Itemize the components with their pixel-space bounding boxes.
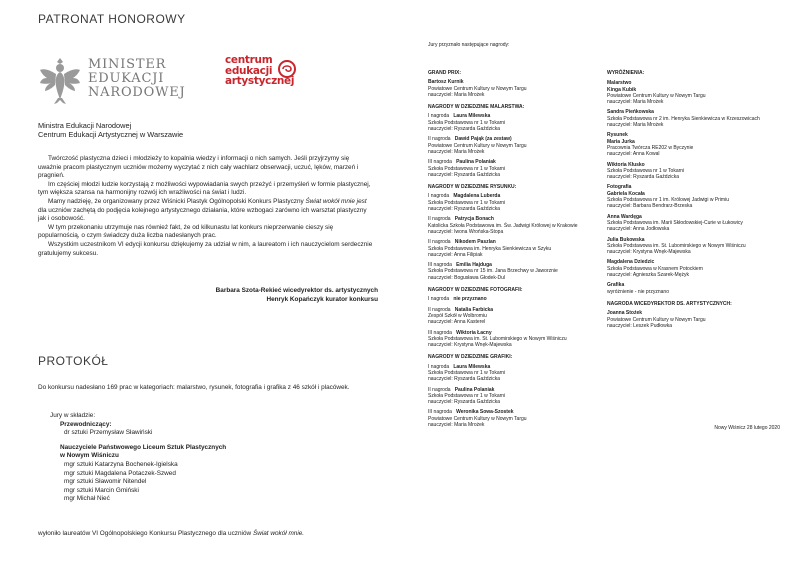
award-entry (428, 216, 603, 235)
cea-swirl-icon (277, 59, 297, 79)
jury-label: Jury w składzie: (50, 412, 96, 419)
eagle-emblem-icon (38, 56, 82, 106)
winner-school: Szkoła Podstawowa nr 2 im. Henryka Sienkiewicza w Krzeszowicach (607, 115, 760, 122)
cea-logo (225, 55, 300, 105)
award-entry (428, 159, 603, 178)
patronat-heading: PATRONAT HONOROWY (38, 12, 186, 26)
winner-teacher: nauczyciel: Ryszarda Gaździcka (428, 376, 500, 383)
winner-name: Nikodem Paszlan (454, 239, 496, 246)
winner-school: Szkoła Podstawowa im. St. Lubomirskiego w Nowym Wiśniczu (428, 335, 567, 342)
award-place: I nagroda (428, 296, 450, 303)
award-entry (428, 296, 603, 302)
honorable-entry (607, 109, 782, 128)
chair-name: dr sztuki Przemysław Sławiński (64, 429, 153, 437)
winner-name: Bartosz Kurnik (428, 79, 464, 86)
award-entry (428, 387, 603, 406)
ministry-line-2: EDUKACJI (88, 71, 165, 86)
jury-member: mgr sztuki Magdalena Potaczek-Szwed (64, 469, 176, 477)
ministry-logo (38, 52, 188, 108)
intro-text (38, 155, 374, 258)
winner-school: Szkoła Podstawowa nr 1 w Tokarni (428, 165, 506, 172)
protokol-text: Do konkursu nadesłano 169 prac w kategoriach: malarstwo, rysunek, fotografia i grafika z 46 szkół i placówek. (38, 384, 350, 391)
closing-line (38, 530, 378, 539)
category-title: NAGRODY W DZIEDZINIE GRAFIKI: (428, 354, 513, 361)
winner-name: Gabriela Kocała (607, 190, 645, 197)
awards-column-right (607, 55, 782, 333)
winner-teacher: nauczyciel: Iwona Wrońska-Stopa (428, 228, 504, 235)
winner-school: Szkoła Podstawowa nr 1 w Tokarni (428, 199, 506, 206)
winner-school: wyróżnienie - nie przyznano (607, 288, 669, 295)
cea-line-3: artystycznej (225, 75, 295, 87)
award-entry (428, 239, 603, 258)
winner-name: Kinga Kubik (607, 86, 637, 93)
award-place: I nagroda (428, 363, 450, 370)
signatures (38, 287, 378, 304)
award-entry (428, 262, 603, 281)
awards-column-left (428, 55, 603, 432)
intro-text-run: Mamy nadzieję, że organizowany przez Wiśnicki Plastyk Ogólnopolski Konkurs Plastyczny (48, 197, 304, 205)
honorable-entry (607, 237, 782, 256)
winner-school: Powiatowe Centrum Kultury w Nowym Targu (607, 92, 706, 99)
award-place: I nagroda (428, 193, 450, 200)
winner-school: Powiatowe Centrum Kultury w Nowym Targu (428, 415, 527, 422)
winner-teacher: nauczyciel: Krystyna Wnęk-Majewska (607, 249, 691, 256)
award-place: III nagroda (428, 329, 452, 336)
winner-teacher: nauczyciel: Ryszarda Gaździcka (607, 174, 679, 181)
winner-teacher: nauczyciel: Anna Filipiak (428, 251, 483, 258)
grand-prix-entry (428, 79, 603, 98)
honorable-entry (607, 214, 782, 233)
winner-teacher: nauczyciel: Maria Mrożek (428, 148, 485, 155)
winner-school: Powiatowe Centrum Kultury w Nowym Targu (607, 316, 706, 323)
date-line: Nowy Wiśnicz 28 lutego 2020 (714, 425, 780, 431)
winner-teacher: nauczyciel: Maria Mrożek (428, 422, 485, 429)
honorable-entry (607, 289, 782, 295)
winner-school: Szkoła Podstawowa w Krasnem Potockiem (607, 265, 703, 272)
ministry-line-1: MINISTER (88, 57, 167, 72)
award-place: II nagroda (428, 239, 451, 246)
honorable-category: Rysunek (607, 132, 628, 139)
winner-school: Szkoła Podstawowa im. Marii Skłodowskiej-Curie w Łukowicy (607, 219, 743, 226)
winner-teacher: nauczyciel: Leszek Pudłowka (607, 322, 673, 329)
winner-teacher: nauczyciel: Krystyna Wnęk-Majewska (428, 342, 512, 349)
winner-name: Magdalena Dziedzic (607, 259, 655, 266)
winner-school: Szkoła Podstawowa nr 1 w Tokarni (428, 392, 506, 399)
winner-school: Zespół Szkół w Wolbromiu (428, 312, 487, 319)
jury-member: mgr sztuki Marcin Gmiński (64, 486, 139, 494)
winner-school: Szkoła Podstawowa nr 1 w Tokarni (428, 369, 506, 376)
winner-school: Szkoła Podstawowa nr 1 im. Królowej Jadwigi w Primiu (607, 197, 729, 204)
honorable-entry (607, 162, 782, 181)
protokol-heading: PROTOKÓŁ (38, 354, 109, 368)
winner-name: Joanna Stożek (607, 310, 643, 317)
intro-paragraph: Twórczość plastyczna dzieci i młodzieży to kopalnia wiedzy i informacji o nich samych. Jeśli przyjrzymy się uważnie pracom plastycznym uczniów możemy wyczytać z nich cały wachlarz obserwacji, uczuć, lęków, marzeń i pragnień. (38, 155, 359, 180)
winner-teacher: nauczyciel: Maria Mrożek (607, 122, 664, 129)
award-place: II nagroda (428, 136, 451, 143)
winner-school: Powiatowe Centrum Kultury w Nowym Targu (428, 85, 527, 92)
award-entry (428, 193, 603, 212)
chair-label: Przewodniczący: (60, 420, 112, 428)
grand-prix-label: GRAND PRIX: (428, 70, 462, 76)
award-place: II nagroda (428, 216, 451, 223)
winner-name: nie przyznano (453, 296, 487, 303)
winner-name: Weronika Sowa-Szostek (456, 409, 514, 416)
contest-title: Świat wokół mnie jest (305, 197, 367, 205)
jury-member: mgr sztuki Katarzyna Bochenek-Igielska (64, 460, 178, 468)
winner-teacher: nauczyciel: Barbara Bendrarz-Brzeska (607, 203, 693, 210)
winner-name: Emilia Hajduga (456, 262, 492, 269)
award-entry (428, 307, 603, 326)
award-place: III nagroda (428, 409, 452, 416)
winner-school: Szkoła Podstawowa im. St. Lubomirskiego w Nowym Wiśniczu (607, 242, 746, 249)
award-place: III nagroda (428, 262, 452, 269)
winner-teacher: nauczyciel: Maria Mrożek (428, 91, 485, 98)
cea-line-2: edukacji (225, 64, 273, 77)
award-place: II nagroda (428, 306, 451, 313)
vice-award-heading: NAGRODA WICEDYREKTOR DS. ARTYSTYCZNYCH: (607, 300, 732, 307)
teachers-label-2: w Nowym Wiśniczu (60, 452, 119, 460)
winner-name: Maria Jurka (607, 138, 635, 145)
winner-school: Szkoła Podstawowa nr 1 w Tokarni (428, 119, 506, 126)
award-entry (428, 136, 603, 155)
winner-name: Sandra Pieńkowska (607, 109, 654, 116)
winner-teacher: nauczyciel: Ryszarda Gaździcka (428, 126, 500, 133)
award-entry (428, 409, 603, 428)
winner-name: Natalia Farbicka (454, 306, 494, 313)
closing-text: wyłoniło laureatów VI Ogólnopolskiego Konkursu Plastycznego dla uczniów (38, 530, 252, 537)
winner-teacher: nauczyciel: Anna Kasterel (428, 319, 486, 326)
ministry-line-3: NARODOWEJ (88, 85, 186, 100)
winner-name: Laura Milewska (453, 363, 491, 370)
winner-teacher: nauczyciel: Bogusława Głodek-Dul (428, 274, 505, 281)
winner-school: Powiatowe Centrum Kultury w Nowym Targu (428, 142, 527, 149)
award-entry (428, 330, 603, 349)
winner-name: Wiktoria Kłusko (607, 161, 645, 168)
winner-school: Pracownia Twórcza RE202 w Byczynie (607, 144, 694, 151)
winner-school: Szkoła Podstawowa nr 1 w Tokarni (607, 167, 685, 174)
winner-name: Julia Bukowska (607, 236, 645, 243)
winner-name: Anna Wardęga (607, 213, 642, 220)
award-place: II nagroda (428, 386, 451, 393)
category-title: NAGRODY W DZIEDZINIE RYSUNKU: (428, 184, 517, 191)
award-entry (428, 113, 603, 132)
jury-block (50, 412, 380, 504)
awards-intro: Jury przyznało następujące nagrody: (428, 42, 510, 48)
winner-name: Laura Milewska (453, 113, 491, 120)
intro-paragraph: Im częściej młodzi ludzie korzystają z możliwości wypowiadania swych przeżyć i przemyśleń w formie plastycznej, tym większa szansa na harmonijny rozwój ich wrażliwości na świat i ludzi. (38, 180, 371, 197)
winner-teacher: nauczyciel: Agnieszka Szarek-Mężyk (607, 272, 689, 279)
honorable-heading: WYRÓŻNIENIA: (607, 70, 645, 76)
honorable-entry (607, 87, 782, 106)
winner-teacher: nauczyciel: Maria Mrożek (607, 99, 664, 106)
winner-teacher: nauczyciel: Ryszarda Gaździcka (428, 399, 500, 406)
award-place: III nagroda (428, 159, 452, 166)
jury-member: mgr sztuki Sławomir Nitendel (64, 478, 147, 486)
cea-line-1: centrum (225, 54, 273, 66)
intro-paragraph: Wszystkim uczestnikom VI edycji konkursu dziękujemy za udział w nim, a laureatom i ich nauczycielom serdecznie gratulujemy sukcesu. (38, 240, 373, 257)
addressee-line: Ministra Edukacji Narodowej (38, 121, 132, 130)
category-title: NAGRODY W DZIEDZINIE FOTOGRAFII: (428, 287, 523, 294)
vice-award-entry (607, 310, 782, 329)
winner-teacher: nauczyciel: Ryszarda Gaździcka (428, 171, 500, 178)
honorable-list (607, 80, 782, 295)
addressee-line: Centrum Edukacji Artystycznej w Warszawie (38, 130, 184, 139)
winner-name: Magdalena Luberda (453, 193, 501, 200)
intro-text-run: dla uczniów zachętą do podjęcia kolejnego artystycznego działania, które wzbogaci zarówno ich warsztat plastyczny jak i osobowość. (38, 206, 367, 223)
honorable-category: Malarstwo (607, 80, 632, 87)
winner-teacher: nauczyciel: Anna Jodłowska (607, 226, 670, 233)
winner-school: Katolicka Szkoła Podstawowa im. Św. Jadwigi Królowej w Krakowie (428, 222, 578, 229)
honorable-entry (607, 191, 782, 210)
jury-member: mgr Michał Nieć (64, 495, 110, 503)
intro-paragraph: W tym przekonaniu utrzymuje nas również fakt, że od kilkunastu lat konkurs nieprzerwanie cieszy się popularnością, o czym świadczy duża liczba nadesłanych prac. (38, 223, 334, 240)
winner-teacher: nauczyciel: Anna Kowal (607, 151, 660, 158)
award-categories (428, 104, 603, 428)
honorable-category: Grafika (607, 282, 625, 289)
intro-paragraph (38, 198, 374, 224)
award-entry (428, 364, 603, 383)
honorable-entry (607, 139, 782, 158)
signature-line: Barbara Szota-Rekieć wicedyrektor ds. artystycznych (215, 287, 378, 294)
signature-line: Henryk Kopańczyk kurator konkursu (266, 295, 378, 303)
winner-teacher: nauczyciel: Ryszarda Gaździcka (428, 206, 500, 213)
winner-name: Dawid Pająk (za zestaw) (454, 136, 512, 143)
closing-title: Świat wokół mnie. (252, 530, 305, 537)
teachers-label: Nauczyciele Państwowego Liceum Sztuk Plastycznych (60, 443, 227, 451)
winner-school: Szkoła Podstawowa im. Henryka Sienkiewicza w Szyku (428, 245, 552, 252)
category-title: NAGRODY W DZIEDZINIE MALARSTWA: (428, 104, 525, 111)
award-head (428, 296, 603, 302)
winner-school: Szkoła Podstawowa nr 15 im. Jana Brzechwy w Jaworznie (428, 268, 558, 275)
winner-name: Patrycja Bonach (454, 216, 494, 223)
winner-name: Wiktoria Łacny (456, 329, 492, 336)
honorable-category: Fotografia (607, 184, 632, 191)
honorable-entry (607, 259, 782, 278)
award-place: I nagroda (428, 113, 450, 120)
winner-name: Paulina Polaniak (454, 386, 495, 393)
addressee-block (38, 121, 183, 139)
winner-name: Paulina Polaniak (456, 159, 496, 166)
